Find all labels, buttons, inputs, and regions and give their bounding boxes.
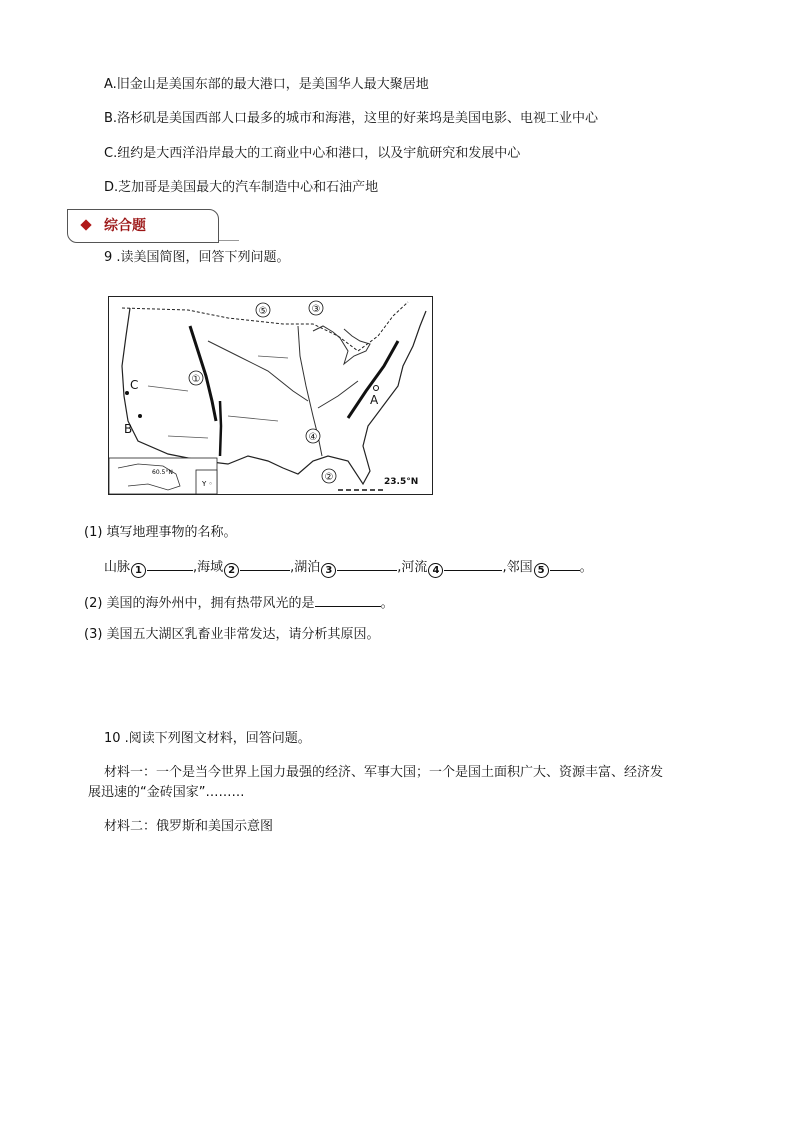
circled-2: 2	[224, 563, 239, 578]
label-latitude: 23.5°N	[384, 477, 419, 487]
q9-sub1-intro: (1) 填写地理事物的名称。	[84, 525, 237, 540]
usa-map	[108, 296, 433, 495]
blank-2[interactable]	[240, 557, 290, 571]
inset-label: 60.5°N	[152, 469, 173, 476]
label-a: A	[370, 393, 379, 407]
q9-sub1-blanks: 山脉 1 ,海域 2 ,湖泊 3 ,河流 4 ,邻国 5 。	[104, 557, 593, 578]
mountain-ridge-2	[220, 401, 221, 456]
label-1: ①	[191, 374, 201, 385]
label-c: C	[130, 378, 139, 392]
q9-sub3: (3) 美国五大湖区乳畜业非常发达，请分析其原因。	[84, 627, 380, 642]
section-divider	[219, 240, 239, 241]
blank-4[interactable]	[444, 557, 502, 571]
circled-3: 3	[321, 563, 336, 578]
circled-1: 1	[131, 563, 146, 578]
option-b: B.洛杉矶是美国西部人口最多的城市和海港，这里的好莱坞是美国电影、电视工业中心	[104, 111, 599, 126]
blank-5[interactable]	[550, 557, 580, 571]
blank-1[interactable]	[147, 557, 193, 571]
section-title: 综合题	[104, 218, 146, 234]
q9-sub2: (2) 美国的海外州中，拥有热带风光的是 。	[84, 593, 394, 613]
option-d: D.芝加哥是美国最大的汽车制造中心和石油产地	[104, 180, 379, 195]
label-4: ④	[308, 432, 318, 443]
city-marker-b	[138, 414, 142, 418]
circled-4: 4	[428, 563, 443, 578]
label-2: ②	[324, 472, 334, 483]
diamond-icon	[80, 219, 91, 230]
option-a: A.旧金山是美国东部的最大港口，是美国华人最大聚居地	[104, 77, 429, 92]
q9-stem: 9 .读美国简图，回答下列问题。	[104, 250, 290, 265]
blank-3[interactable]	[337, 557, 397, 571]
label-5: ⑤	[258, 306, 268, 317]
svg-text:Y ◦: Y ◦	[202, 480, 213, 488]
q10-material2: 材料二：俄罗斯和美国示意图	[104, 819, 274, 834]
q10-stem: 10 .阅读下列图文材料，回答问题。	[104, 731, 311, 746]
option-c: C.纽约是大西洋沿岸最大的工商业中心和港口，以及宇航研究和发展中心	[104, 146, 521, 161]
label-b: B	[124, 422, 133, 436]
circled-5: 5	[534, 563, 549, 578]
section-header	[67, 209, 219, 243]
city-marker-c	[125, 391, 129, 395]
q10-material1-cont: 展迅速的“金砖国家”………	[88, 785, 245, 800]
blank-6[interactable]	[315, 593, 381, 607]
label-3: ③	[311, 304, 321, 315]
q10-material1: 材料一：一个是当今世界上国力最强的经济、军事大国；一个是国土面积广大、资源丰富、经济发	[104, 765, 664, 780]
